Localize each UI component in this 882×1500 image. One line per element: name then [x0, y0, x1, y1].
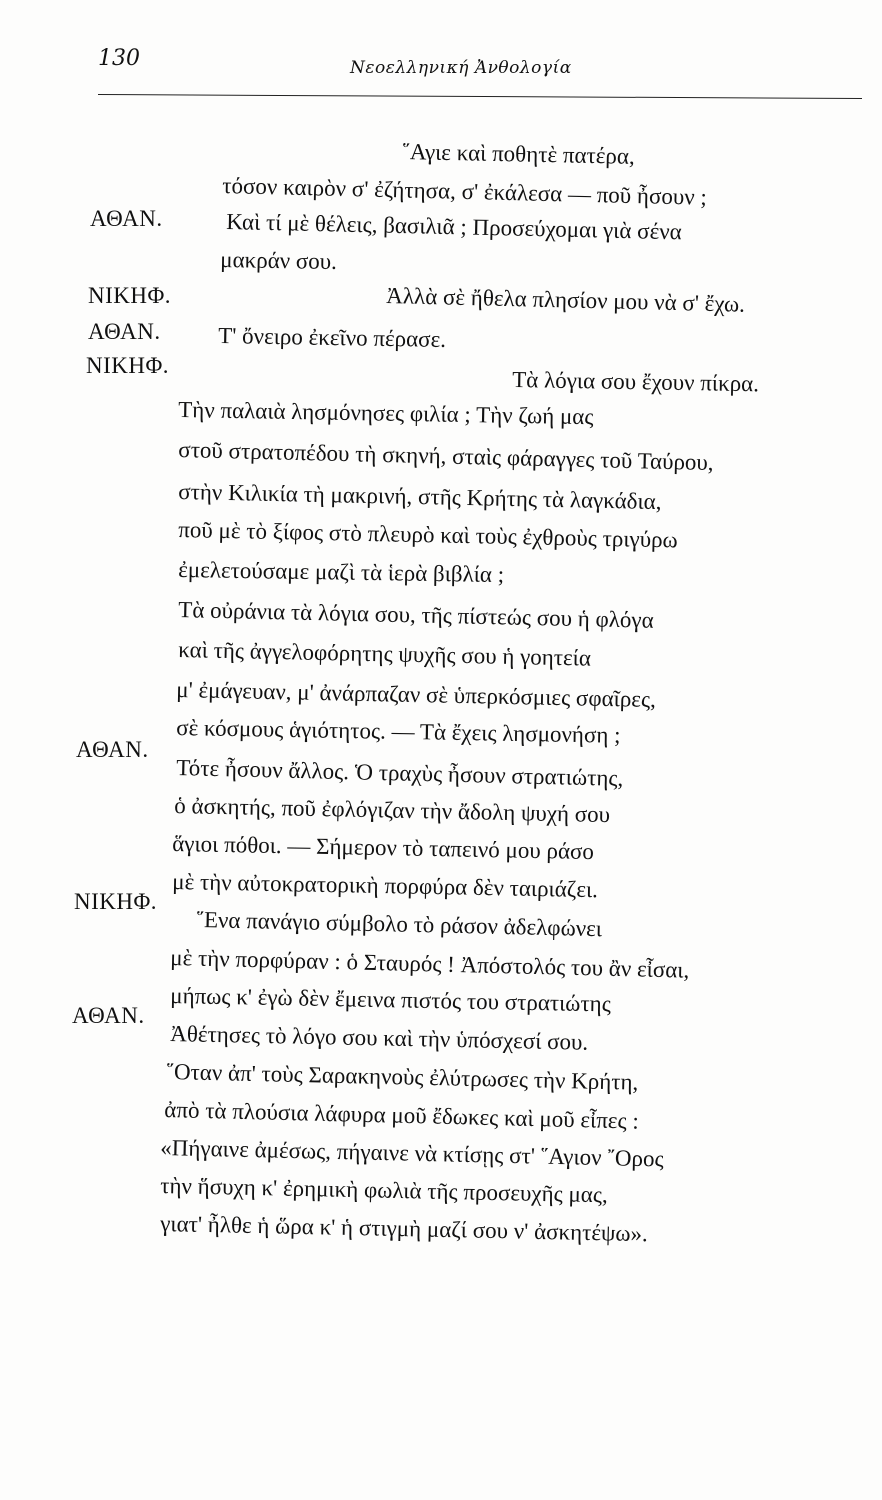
page-number: 130 — [98, 46, 140, 71]
verse-line: μὲ τὴν αὐτοκρατορικὴ πορφύρα δὲν ταιριάζει. — [172, 869, 599, 903]
speaker-label: ΝΙΚΗΦ. — [74, 889, 158, 914]
verse-line: ἅγιοι πόθοι. — Σήμερον τὸ ταπεινό μου ράσο — [172, 831, 595, 865]
verse-line: ῞Ενα πανάγιο σύμβολο τὸ ράσον ἀδελφώνει — [196, 907, 603, 942]
speaker-label: ΑΘΑΝ. — [72, 1003, 145, 1028]
verse-line: Ἀθέτησες τὸ λόγο σου καὶ τὴν ὑπόσχεσί σου. — [170, 1021, 589, 1055]
verse-line: μήπως κ' ἐγὼ δὲν ἔμεινα πιστός του στρατιώτης — [170, 983, 612, 1017]
speaker-label: ΑΘΑΝ. — [90, 206, 163, 231]
verse-line: Τὰ οὐράνια τὰ λόγια σου, τῆς πίστεώς σου ἡ φλόγα — [178, 597, 654, 633]
verse-line: ὁ ἀσκητής, ποῦ ἐφλόγιζαν τὴν ἄδολη ψυχή σου — [174, 793, 611, 828]
verse-line: καὶ τῆς ἀγγελοφόρητης ψυχῆς σου ἡ γοητεία — [178, 637, 592, 671]
verse-line: ῞Αγιε καὶ ποθητὲ πατέρα, — [402, 139, 635, 169]
verse-line: Τὴν παλαιὰ λησμόνησες φιλία ; Τὴν ζωή μας — [178, 397, 594, 430]
verse-line: μ' ἐμάγευαν, μ' ἀνάρπαζαν σὲ ὑπερκόσμιες σφαῖρες, — [176, 677, 657, 713]
verse-line: ποῦ μὲ τὸ ξίφος στὸ πλευρὸ καὶ τοὺς ἐχθροὺς τριγύρω — [178, 517, 678, 553]
verse-line: μακράν σου. — [220, 247, 338, 275]
verse-line: Τ' ὄνειρο ἐκεῖνο πέρασε. — [218, 323, 447, 352]
verse-line: Τὰ λόγια σου ἔχουν πίκρα. — [512, 367, 760, 397]
speaker-label: ΑΘΑΝ. — [88, 319, 161, 344]
verse-line: Τότε ἦσουν ἄλλος. Ὁ τραχὺς ἦσουν στρατιώτης, — [176, 755, 624, 791]
verse-line: στοῦ στρατοπέδου τὴ σκηνή, σταὶς φάραγγες τοῦ Ταύρου, — [178, 437, 714, 476]
speaker-label: ΝΙΚΗΦ. — [86, 353, 170, 378]
verse-line: τὴν ἥσυχη κ' ἐρημικὴ φωλιὰ τῆς προσευχῆς μας, — [160, 1173, 608, 1208]
verse-line: μὲ τὴν πορφύραν : ὁ Σταυρός ! Ἀπόστολός του ἂν εἶσαι, — [170, 945, 690, 983]
verse-line: ῞Οταν ἀπ' τοὺς Σαρακηνοὺς ἐλύτρωσες τὴν Κρήτη, — [166, 1059, 639, 1095]
verse-line: ἐμελετούσαμε μαζὶ τὰ ἱερὰ βιβλία ; — [178, 557, 505, 588]
verse-line: σὲ κόσμους ἁγιότητος. — Τὰ ἔχεις λησμονήση ; — [176, 715, 621, 748]
verse-line: στὴν Κιλικία τὴ μακρινή, στῆς Κρήτης τὰ λαγκάδια, — [178, 479, 662, 515]
running-title: Νεοελληνική Ἀνθολογία — [350, 58, 572, 78]
verse-line: τόσον καιρὸν σ' ἐζήτησα, σ' ἐκάλεσα — ποῦ ἦσουν ; — [222, 173, 708, 210]
verse-line: Καὶ τί μὲ θέλεις, βασιλιᾶ ; Προσεύχομαι γιὰ σένα — [226, 209, 682, 245]
verse-line: ἀπὸ τὰ πλούσια λάφυρα μοῦ ἔδωκες καὶ μοῦ εἶπες : — [164, 1097, 640, 1134]
speaker-label: ΝΙΚΗΦ. — [88, 283, 172, 308]
verse-line: γιατ' ἦλθε ἡ ὥρα κ' ἡ στιγμὴ μαζί σου ν' ἀσκητέψω». — [160, 1211, 649, 1247]
speaker-label: ΑΘΑΝ. — [76, 737, 149, 762]
verse-line: «Πήγαινε ἀμέσως, πήγαινε νὰ κτίσῃς στ' ῞Αγιον ῎Ορος — [160, 1135, 664, 1172]
verse-line: Ἀλλὰ σὲ ἤθελα πλησίον μου νὰ σ' ἔχω. — [386, 283, 746, 317]
